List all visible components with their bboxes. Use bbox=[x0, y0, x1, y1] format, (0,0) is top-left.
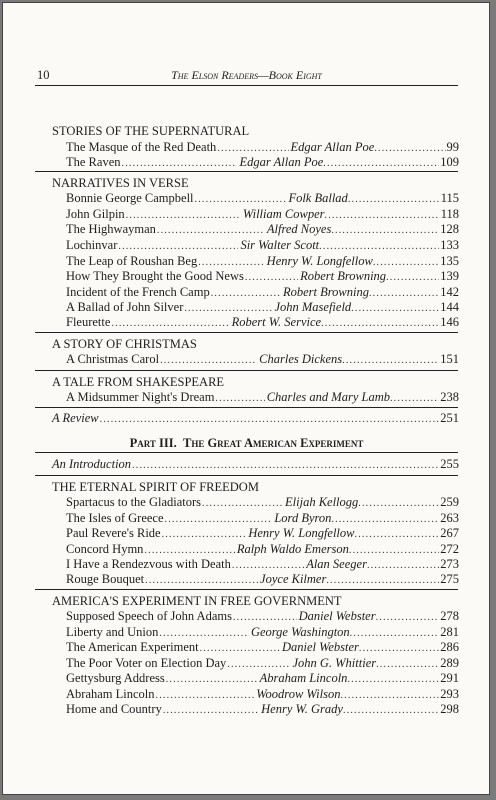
entry-page: 281 bbox=[440, 625, 460, 639]
leader-dots bbox=[321, 316, 439, 332]
entry-author: John G. Whittier bbox=[292, 656, 377, 670]
entry-title: Incident of the French Camp bbox=[66, 285, 210, 299]
leader-dots bbox=[145, 573, 258, 589]
toc-entry bbox=[66, 268, 459, 284]
entry-title: How They Brought the Good News bbox=[66, 269, 244, 283]
toc-entry bbox=[66, 655, 459, 671]
entry-title: Rouge Bouquet bbox=[66, 572, 145, 586]
entry-title: A Midsummer Night's Dream bbox=[66, 390, 215, 404]
entry-page: 139 bbox=[440, 269, 459, 283]
entry-author: Robert Browning bbox=[300, 269, 387, 283]
entry-author: Elijah Kellogg bbox=[285, 495, 359, 509]
entry-page: 293 bbox=[440, 687, 459, 701]
entry-title: Abraham Lincoln bbox=[66, 687, 155, 701]
leader-dots bbox=[326, 573, 439, 589]
entry-page: 142 bbox=[440, 285, 459, 299]
toc-entry bbox=[66, 237, 459, 253]
running-header bbox=[35, 67, 458, 83]
entry-title: Home and Country bbox=[66, 702, 162, 716]
toc-entry bbox=[66, 190, 459, 206]
leader-dots bbox=[160, 353, 257, 369]
section-heading: A STORY OF CHRISTMAS bbox=[52, 337, 197, 351]
toc-entry-introduction bbox=[52, 456, 459, 472]
book-page bbox=[2, 2, 490, 795]
entry-author: Woodrow Wilson bbox=[256, 687, 341, 701]
part-heading bbox=[35, 435, 458, 451]
toc-entry bbox=[66, 221, 459, 237]
leader-dots bbox=[215, 391, 264, 407]
toc-entry bbox=[66, 206, 459, 222]
entry-author: Folk Ballad bbox=[288, 191, 348, 205]
entry-page: 146 bbox=[440, 315, 460, 329]
section-rule bbox=[35, 589, 458, 590]
toc-entry bbox=[66, 571, 459, 587]
toc-entry bbox=[66, 556, 459, 572]
header-rule bbox=[35, 85, 458, 86]
entry-page: 238 bbox=[440, 390, 460, 404]
section-rule bbox=[35, 452, 458, 453]
entry-page: 128 bbox=[440, 222, 460, 236]
entry-title: Bonnie George Campbell bbox=[66, 191, 194, 205]
entry-page: 133 bbox=[440, 238, 459, 252]
toc-entry bbox=[66, 608, 459, 624]
entry-title: Gettysburg Address bbox=[66, 671, 165, 685]
toc-entry bbox=[66, 253, 459, 269]
leader-dots bbox=[132, 458, 439, 474]
toc-entry bbox=[66, 139, 459, 155]
entry-title: An Introduction bbox=[52, 457, 132, 471]
entry-title: The Poor Voter on Election Day bbox=[66, 656, 227, 670]
toc-entry bbox=[66, 624, 459, 640]
toc-entry bbox=[66, 299, 459, 315]
entry-page: 118 bbox=[440, 207, 459, 221]
entry-author: Alfred Noyes bbox=[266, 222, 332, 236]
entry-author: Sir Walter Scott bbox=[240, 238, 320, 252]
entry-title: Paul Revere's Ride bbox=[66, 526, 161, 540]
section-heading: A TALE FROM SHAKESPEARE bbox=[52, 375, 225, 389]
entry-page: 251 bbox=[440, 411, 459, 425]
toc-entry bbox=[66, 284, 459, 300]
entry-title: The American Experiment bbox=[66, 640, 199, 654]
entry-page: 109 bbox=[440, 155, 460, 169]
entry-page: 267 bbox=[440, 526, 460, 540]
entry-page: 255 bbox=[440, 457, 459, 471]
entry-title: Liberty and Union bbox=[66, 625, 159, 639]
toc-entry bbox=[66, 389, 459, 405]
leader-dots bbox=[342, 353, 439, 369]
entry-author: Henry W. Longfellow bbox=[248, 526, 355, 540]
entry-page: 99 bbox=[446, 140, 460, 154]
entry-page: 291 bbox=[440, 671, 459, 685]
section-heading: STORIES OF THE SUPERNATURAL bbox=[52, 124, 250, 138]
entry-author: Henry W. Longfellow bbox=[266, 254, 373, 268]
entry-page: 289 bbox=[440, 656, 460, 670]
running-title: The Elson Readers—Book Eight bbox=[171, 68, 322, 82]
entry-title: Spartacus to the Gladiators bbox=[66, 495, 202, 509]
entry-author: Ralph Waldo Emerson bbox=[236, 542, 349, 556]
section-rule bbox=[35, 332, 458, 333]
toc-entry bbox=[66, 314, 459, 330]
entry-author: Henry W. Grady bbox=[261, 702, 343, 716]
leader-dots bbox=[163, 703, 259, 719]
toc-entry bbox=[66, 541, 459, 557]
page-number: 10 bbox=[37, 68, 50, 82]
leader-dots bbox=[390, 391, 439, 407]
entry-page: 151 bbox=[440, 352, 460, 366]
entry-author: Abraham Lincoln bbox=[259, 671, 348, 685]
entry-title: The Highwayman bbox=[66, 222, 156, 236]
section-heading: NARRATIVES IN VERSE bbox=[52, 176, 189, 190]
leader-dots bbox=[100, 412, 440, 428]
section-rule bbox=[35, 370, 458, 371]
entry-title: The Masque of the Red Death bbox=[66, 140, 217, 154]
part-label: Part III. bbox=[129, 436, 177, 450]
entry-title: Concord Hymn bbox=[66, 542, 144, 556]
entry-author: Daniel Webster bbox=[298, 609, 376, 623]
entry-page: 263 bbox=[440, 511, 459, 525]
entry-page: 273 bbox=[440, 557, 459, 571]
entry-title: John Gilpin bbox=[66, 207, 125, 221]
leader-dots bbox=[343, 703, 439, 719]
entry-title: A Review bbox=[52, 411, 99, 425]
entry-title: I Have a Rendezvous with Death bbox=[66, 557, 231, 571]
entry-author: Robert Browning bbox=[282, 285, 369, 299]
entry-author: George Washington bbox=[250, 625, 350, 639]
entry-author: Daniel Webster bbox=[281, 640, 359, 654]
entry-author: Lord Byron bbox=[274, 511, 332, 525]
entry-title: Lochinvar bbox=[66, 238, 118, 252]
entry-author: Robert W. Service bbox=[231, 315, 322, 329]
entry-author: Charles and Mary Lamb bbox=[266, 390, 390, 404]
entry-author: John Masefield bbox=[274, 300, 352, 314]
toc-entry bbox=[66, 701, 459, 717]
entry-page: 144 bbox=[440, 300, 460, 314]
toc-entry bbox=[66, 639, 459, 655]
entry-author: Charles Dickens bbox=[259, 352, 343, 366]
section-heading: THE ETERNAL SPIRIT OF FREEDOM bbox=[52, 480, 259, 494]
section-rule bbox=[35, 475, 458, 476]
leader-dots bbox=[122, 156, 238, 172]
section-rule bbox=[35, 407, 458, 408]
entry-title: The Leap of Roushan Beg bbox=[66, 254, 198, 268]
entry-page: 272 bbox=[440, 542, 460, 556]
entry-author: William Cowper bbox=[242, 207, 325, 221]
toc-entry bbox=[66, 525, 459, 541]
entry-page: 286 bbox=[440, 640, 459, 654]
section-rule bbox=[35, 171, 458, 172]
section-heading: AMERICA'S EXPERIMENT IN FREE GOVERNMENT bbox=[52, 594, 342, 608]
entry-page: 115 bbox=[440, 191, 460, 205]
entry-title: The Isles of Greece bbox=[66, 511, 164, 525]
entry-page: 275 bbox=[440, 572, 460, 586]
entry-author: Joyce Kilmer bbox=[260, 572, 327, 586]
entry-author: Alan Seeger bbox=[306, 557, 367, 571]
entry-page: 259 bbox=[440, 495, 459, 509]
toc-entry-review bbox=[52, 410, 459, 426]
toc-entry bbox=[66, 510, 459, 526]
entry-page: 298 bbox=[440, 702, 459, 716]
entry-page: 135 bbox=[440, 254, 460, 268]
entry-title: A Ballad of John Silver bbox=[66, 300, 184, 314]
entry-title: Fleurette bbox=[66, 315, 111, 329]
entry-page: 278 bbox=[440, 609, 459, 623]
entry-author: Edgar Allan Poe bbox=[239, 155, 324, 169]
entry-title: Supposed Speech of John Adams bbox=[66, 609, 232, 623]
entry-author: Edgar Allan Poe bbox=[290, 140, 375, 154]
part-title: The Great American Experiment bbox=[182, 436, 364, 450]
toc-entry bbox=[66, 351, 459, 367]
leader-dots bbox=[323, 156, 439, 172]
entry-title: The Raven bbox=[66, 155, 121, 169]
toc-entry bbox=[66, 686, 459, 702]
toc-entry bbox=[66, 154, 459, 170]
toc-entry bbox=[66, 494, 459, 510]
toc-entry bbox=[66, 670, 459, 686]
leader-dots bbox=[111, 316, 229, 332]
entry-title: A Christmas Carol bbox=[66, 352, 160, 366]
